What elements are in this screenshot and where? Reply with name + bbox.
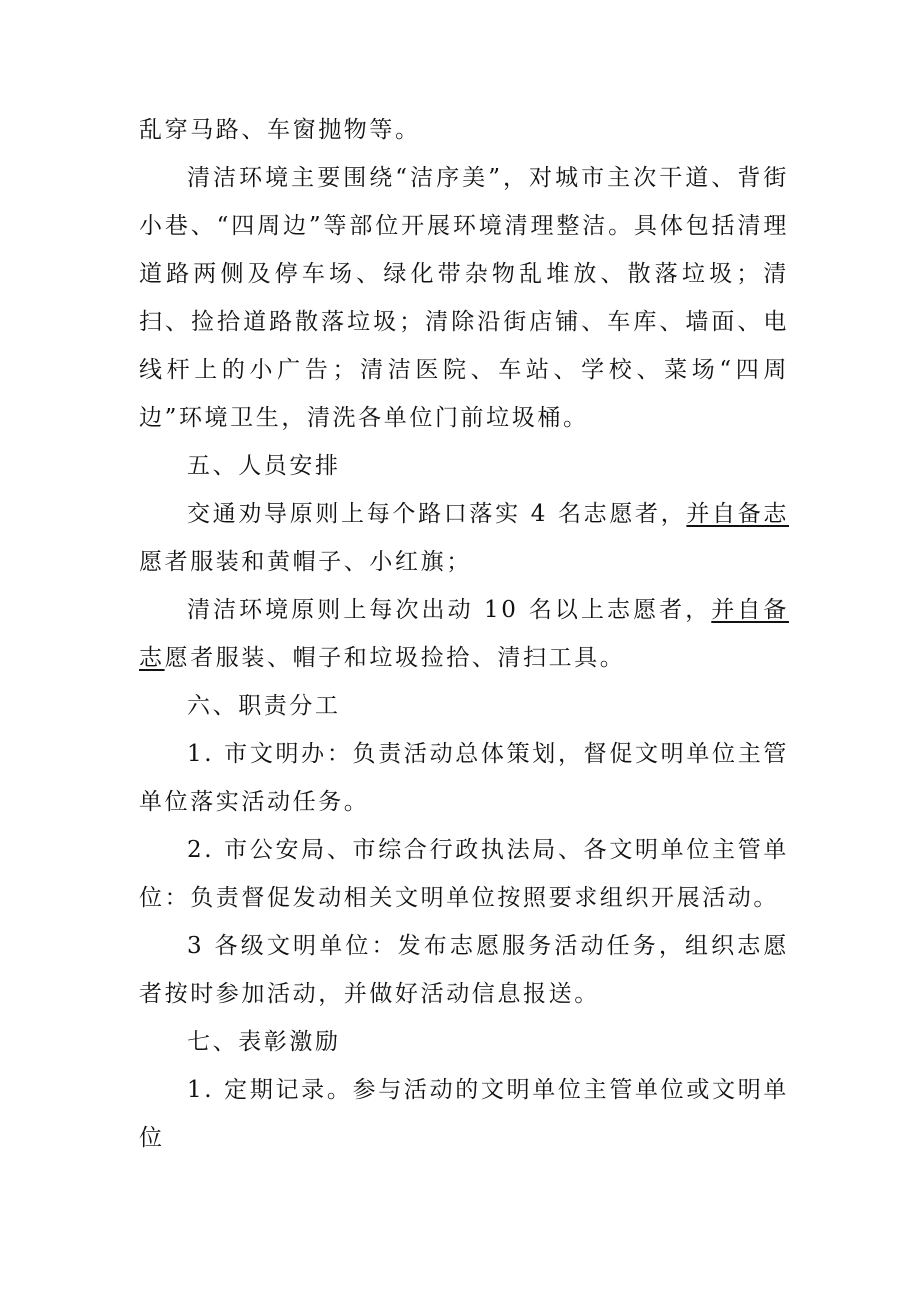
- paragraph-traffic-volunteers: [139, 490, 789, 586]
- section-heading-staffing: 五、人员安排: [187, 453, 341, 479]
- paragraph-cleaning-volunteers: [139, 586, 789, 682]
- underlined-text-self-equip-2: 并自备志: [139, 597, 789, 671]
- text-cleaning-volunteers-a: 清洁环境原则上每次出动 10 名以上志愿者，: [187, 597, 712, 623]
- paragraph-clean-environment: 清洁环境主要围绕“洁序美”，对城市主次干道、背街小巷、“四周边”等部位开展环境清理整洁。具体包括清理道路两侧及停车场、绿化带杂物乱堆放、散落垃圾；清扫、捡拾道路散落垃圾；清除沿街店铺、车库、墙面、电线杆上的小广告；清洁医院、车站、学校、菜场“四周边”环境卫生，清洗各单位门前垃圾桶。: [139, 165, 789, 431]
- text-cleaning-volunteers-b: 愿者服装、帽子和垃圾捡拾、清扫工具。: [164, 645, 626, 671]
- underlined-text-self-equip: 并自备志: [686, 501, 790, 527]
- section-heading-awards: 七、表彰激励: [187, 1029, 341, 1055]
- paragraph-responsibility-2: 2. 市公安局、市综合行政执法局、各文明单位主管单位：负责督促发动相关文明单位按照要求组织开展活动。: [139, 837, 789, 911]
- document-body: [139, 106, 789, 1162]
- paragraph-responsibility-1: 1. 市文明办：负责活动总体策划，督促文明单位主管单位落实活动任务。: [139, 741, 789, 815]
- text-traffic-volunteers-a: 交通劝导原则上每个路口落实 4 名志愿者，: [187, 501, 687, 527]
- paragraph-awards-1: 1. 定期记录。参与活动的文明单位主管单位或文明单位: [139, 1077, 789, 1151]
- paragraph-responsibility-3: 3 各级文明单位：发布志愿服务活动任务，组织志愿者按时参加活动，并做好活动信息报送。: [139, 933, 789, 1007]
- paragraph-continued: 乱穿马路、车窗抛物等。: [139, 117, 421, 143]
- section-heading-responsibilities: 六、职责分工: [187, 693, 341, 719]
- text-traffic-volunteers-b: 愿者服装和黄帽子、小红旗；: [139, 549, 472, 575]
